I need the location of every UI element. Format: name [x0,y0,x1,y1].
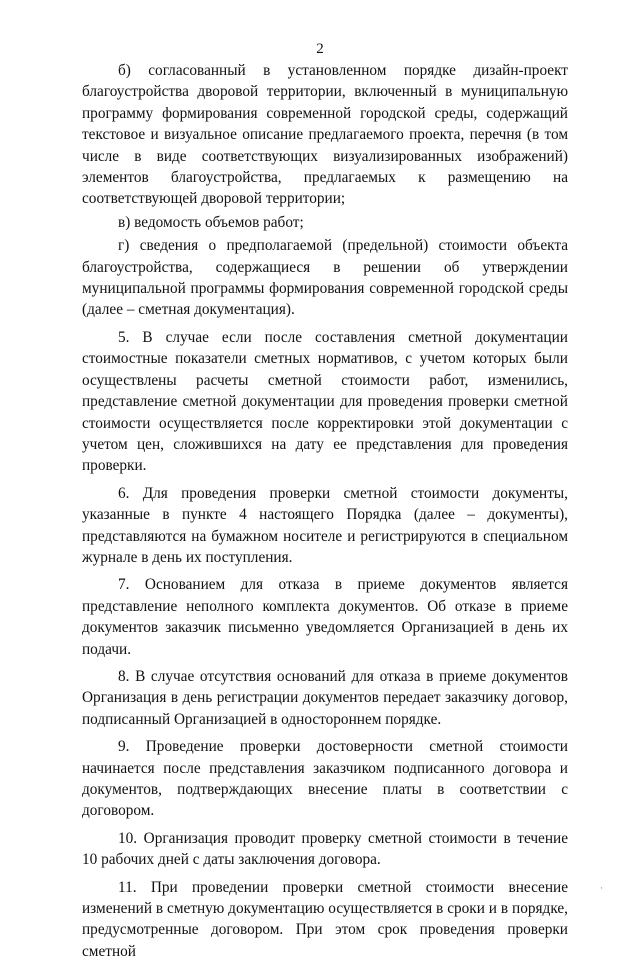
paragraph-b-design-project: б) согласованный в установленном порядке дизайн-проект благоустройства дворовой территории, включенный в муниципальную программу формирования современной городской среды, содержащий текстовое и визуальное описание предлагаемого проекта, перечня (в том числе в виде соответствующих визуализированных изображений) элементов благоустройства, предлагаемых к размещению на соответствующей дворовой территории; [82,62,568,208]
paragraph-6: 6. Для проведения проверки сметной стоимости документы, указанные в пункте 4 настоящего Порядка (далее – документы), представляются на бумажном носителе и регистрируются в специальном журнале в день их поступления. [82,484,568,566]
page-number: 2 [316,41,324,57]
paragraph-v-work-volumes: в) ведомость объемов работ; [118,213,304,231]
corner-mark: · [600,883,603,893]
paragraph-8: 8. В случае отсутствия оснований для отказа в приеме документов Организация в день регистрации документов передает заказчику договор, подписанный Организацией в одностороннем порядке. [82,667,568,728]
paragraph-9: 9. Проведение проверки достоверности сметной стоимости начинается после представления заказчиком подписанного договора и документов, подтверждающих внесение платы в соответствии с договором. [82,738,568,820]
paragraph-11: 11. При проведении проверки сметной стоимости внесение изменений в сметную документацию осуществляется в сроки и в порядке, предусмотренные договором. При этом срок проведения проверки сметной [82,878,568,960]
paragraph-5: 5. В случае если после составления сметной документации стоимостные показатели сметных нормативов, с учетом которых были осуществлены расчеты сметной стоимости работ, изменились, представление сметной документации для проведения проверки сметной стоимости осуществляется после корректировки этой документации с учетом цен, сложившихся на дату ее представления для проведения проверки. [82,328,568,475]
paragraph-10: 10. Организация проводит проверку сметной стоимости в течение 10 рабочих дней с даты заключения договора. [82,829,568,869]
document-body [82,60,568,962]
paragraph-7: 7. Основанием для отказа в приеме документов является представление неполного комплекта документов. Об отказе в приеме документов заказчик письменно уведомляется Организацией в день их подачи. [82,576,568,658]
paragraph-g-cost-info: г) сведения о предполагаемой (предельной) стоимости объекта благоустройства, содержащиеся в решении об утверждении муниципальной программы формирования современной городской среды (далее – сметная документация). [82,237,568,319]
